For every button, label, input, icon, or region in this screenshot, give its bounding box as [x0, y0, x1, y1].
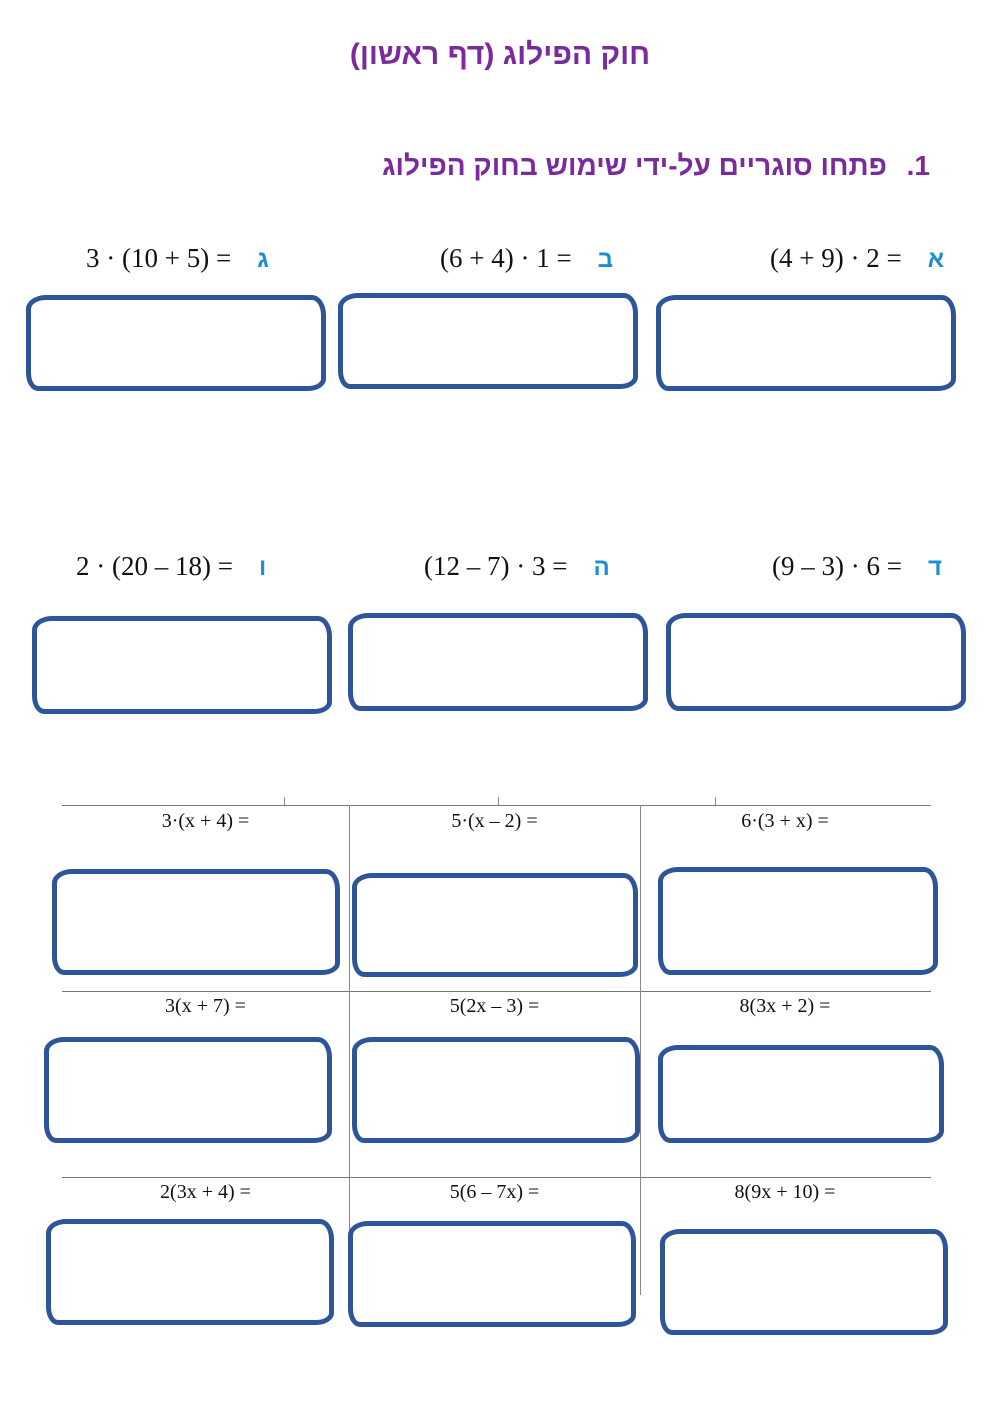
exercise-expression: 2 · (20 – 18) =: [76, 551, 233, 581]
exercise-expression: (12 – 7) · 3 =: [424, 551, 568, 581]
exercise-alef-label: [770, 243, 944, 274]
answer-box-vav[interactable]: [32, 616, 332, 714]
answer-box-dalet[interactable]: [666, 613, 966, 711]
exercise-bet-label: [440, 243, 613, 274]
answer-box-gimel[interactable]: [26, 295, 326, 391]
exercise-letter: ג: [257, 246, 269, 273]
answer-box[interactable]: [658, 1045, 944, 1143]
table-col-divider: [349, 805, 350, 1295]
cell-expression: 8(3x + 2) =: [739, 995, 831, 1017]
table-row-divider: [62, 991, 931, 992]
instruction: [382, 150, 930, 182]
table-border-top: [62, 805, 931, 806]
exercise-he-label: [424, 551, 610, 582]
exercise-expression: (4 + 9) · 2 =: [770, 243, 902, 273]
table-row-divider: [62, 1177, 931, 1178]
cell-expression: 3(x + 7) =: [165, 995, 246, 1017]
exercise-letter: א: [927, 246, 945, 273]
table-tick: [715, 797, 716, 805]
exercise-expression: 3 · (10 + 5) =: [86, 243, 232, 273]
answer-box-alef[interactable]: [656, 295, 956, 391]
instruction-number: 1.: [906, 150, 930, 181]
answer-box-he[interactable]: [348, 613, 648, 711]
answer-box[interactable]: [348, 1221, 636, 1327]
answer-box[interactable]: [352, 1037, 640, 1143]
answer-box[interactable]: [52, 869, 340, 975]
instruction-text: פתחו סוגריים על-ידי שימוש בחוק הפילוג: [382, 150, 887, 181]
table-col-divider: [640, 805, 641, 1295]
answer-box[interactable]: [352, 873, 638, 977]
table-tick: [284, 797, 285, 805]
table-tick: [498, 797, 499, 805]
answer-box[interactable]: [46, 1219, 334, 1325]
exercise-letter: ד: [927, 554, 942, 581]
exercise-expression: (6 + 4) · 1 =: [440, 243, 572, 273]
exercise-vav-label: [76, 551, 266, 582]
cell-expression: 3·(x + 4) =: [161, 810, 250, 832]
cell-expression: 8(9x + 10) =: [734, 1181, 836, 1203]
cell-expression: 2(3x + 4) =: [160, 1181, 251, 1203]
answer-box-bet[interactable]: [338, 293, 638, 389]
cell-expression: 6·(3 + x) =: [741, 810, 829, 832]
page-title: חוק הפילוג (דף ראשון): [349, 38, 651, 71]
answer-box[interactable]: [660, 1229, 948, 1335]
cell-expression: 5(2x – 3) =: [449, 995, 540, 1017]
exercise-letter: ב: [597, 246, 614, 273]
exercise-expression: (9 – 3) · 6 =: [772, 551, 902, 581]
answer-box[interactable]: [44, 1037, 332, 1143]
cell-expression: 5·(x – 2) =: [451, 810, 538, 832]
exercise-letter: ו: [258, 554, 267, 581]
exercise-letter: ה: [593, 554, 610, 581]
cell-expression: 5(6 – 7x) =: [449, 1181, 540, 1203]
exercise-gimel-label: [86, 243, 269, 274]
exercise-dalet-label: [772, 551, 942, 582]
answer-box[interactable]: [658, 867, 938, 975]
